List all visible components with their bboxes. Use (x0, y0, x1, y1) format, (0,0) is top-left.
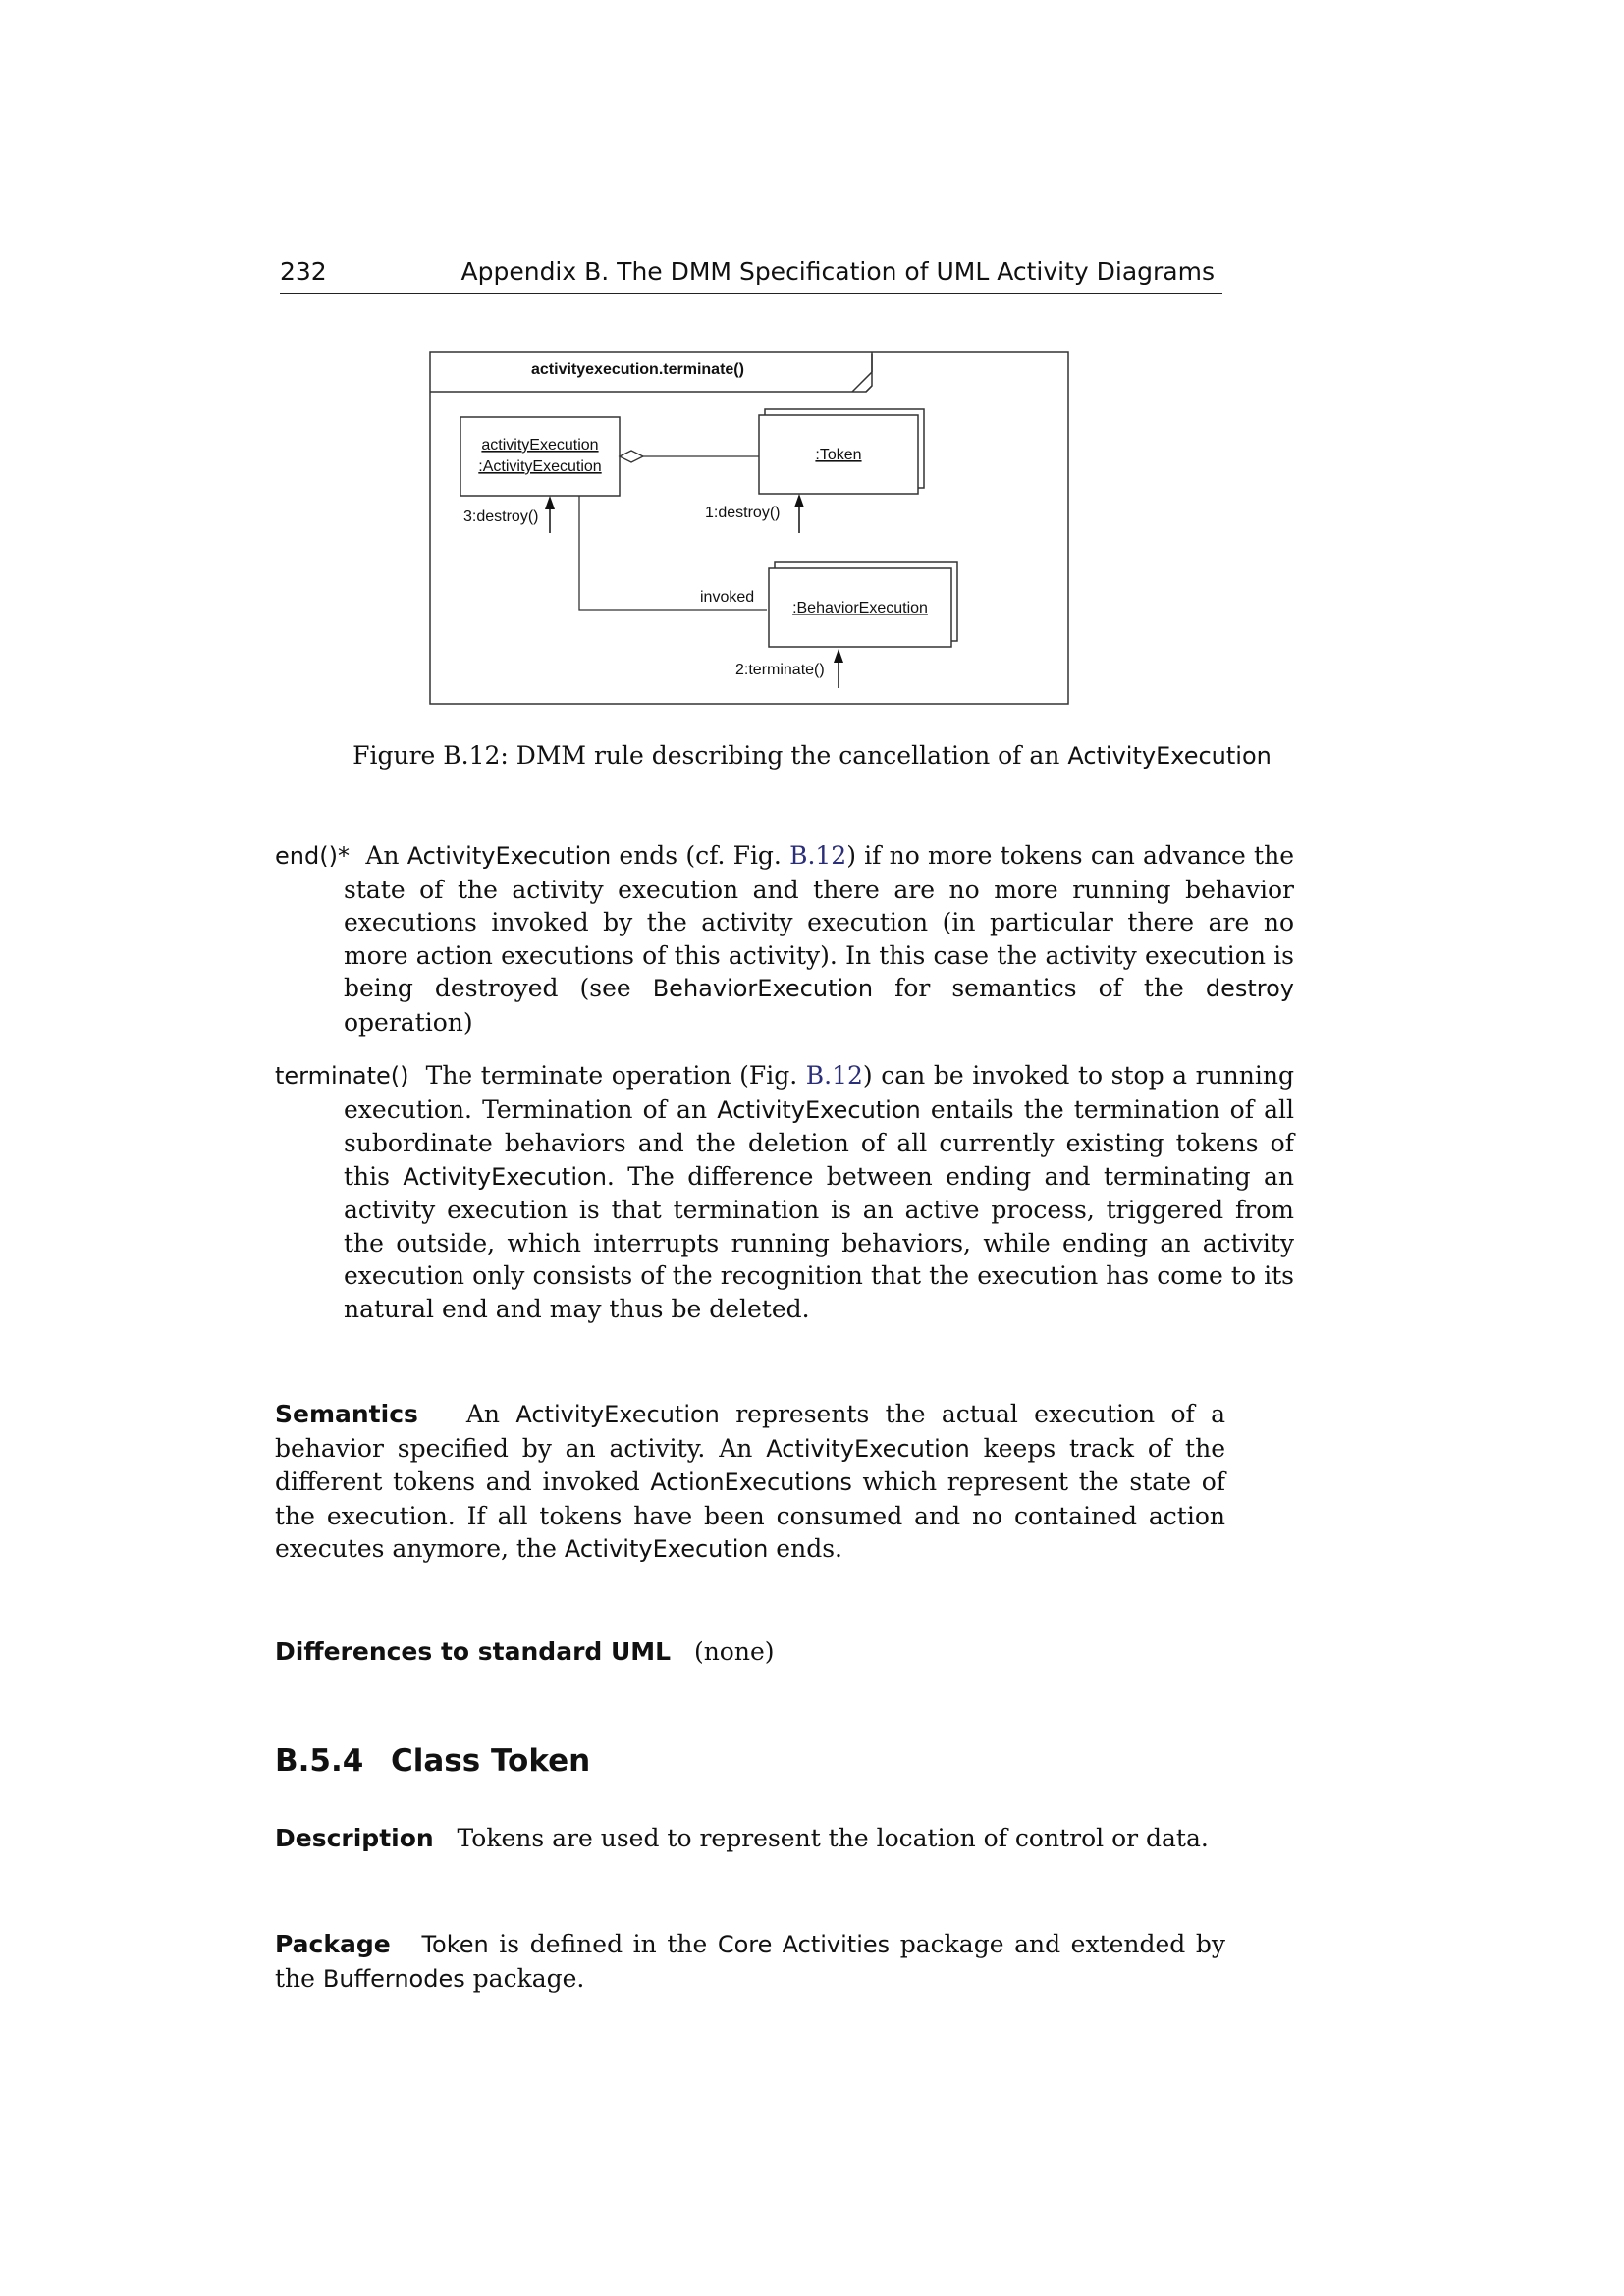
msg-terminate: 2:terminate() (735, 662, 825, 678)
terminate-operation-item: terminate() The terminate operation (Fig. B.12) can be invoked to stop a running execution. Termination of an ActivityExecution entails the termination of all subordinate behaviors and the deletion of all currently existing tokens of this ActivityExecution. The difference between ending and terminating an activity execution is that termination is an active process, triggered from the outside, which interrupts running behaviors, while ending an activity execution only consists of the recognition that the execution has come to its natural end and may thus be deleted. (275, 1061, 1294, 1323)
msg-destroy-token: 1:destroy() (705, 505, 781, 521)
differences-heading: Differences to standard UML (275, 1637, 672, 1666)
section-number: B.5.4 (275, 1743, 364, 1779)
description-heading: Description (275, 1824, 434, 1852)
invoked-label: invoked (700, 589, 755, 606)
section-heading (275, 1743, 590, 1779)
msg-destroy-ae: 3:destroy() (463, 508, 539, 525)
figure-ref-link[interactable]: B.12 (789, 841, 847, 870)
description-paragraph: Description Tokens are used to represent the location of control or data. (275, 1824, 1209, 1852)
figure-ref-link[interactable]: B.12 (805, 1061, 863, 1090)
package-paragraph: Package Token is defined in the Core Activities package and extended by the Buffernodes package. (275, 1930, 1225, 1993)
semantics-heading: Semantics (275, 1400, 418, 1428)
end-operation-label: end()* (275, 842, 350, 870)
figure-caption: Figure B.12: DMM rule describing the cancellation of an ActivityExecution (352, 741, 1272, 770)
diagram-frame (430, 352, 1068, 704)
section-title: Class Token (391, 1743, 591, 1779)
package-heading: Package (275, 1930, 391, 1958)
differences-paragraph: Differences to standard UML (none) (275, 1637, 775, 1666)
semantics-paragraph: Semantics An ActivityExecution represents the actual execution of a behavior specified by an activity. An ActivityExecution keeps track of the different tokens and invoked ActionExecutions which represent the state of the execution. If all tokens have been consumed and no contained action executes anymore, the ActivityExecution ends. (275, 1400, 1226, 1563)
activity-execution-name: activityExecution (481, 437, 599, 454)
token-label: :Token (815, 447, 862, 463)
activity-execution-type: :ActivityExecution (478, 458, 602, 475)
page-number: 232 (280, 257, 327, 286)
page-header (280, 253, 1222, 294)
running-title: Appendix B. The DMM Specification of UML Activity Diagrams (460, 257, 1215, 286)
end-operation-item: end()* An ActivityExecution ends (cf. Fig. B.12) if no more tokens can advance the state of the activity execution and there are no more running behavior executions invoked by the activity execution (in particular there are no more action executions of this activity). In this case the activity execution is being destroyed (see BehaviorExecution for semantics of the destroy operation) (275, 841, 1294, 1037)
frame-title: activityexecution.terminate() (531, 361, 744, 378)
behavior-execution-label: :BehaviorExecution (792, 600, 928, 616)
dmm-rule-diagram (429, 350, 1071, 708)
terminate-operation-label: terminate() (275, 1062, 409, 1090)
activity-execution-object (460, 417, 620, 496)
